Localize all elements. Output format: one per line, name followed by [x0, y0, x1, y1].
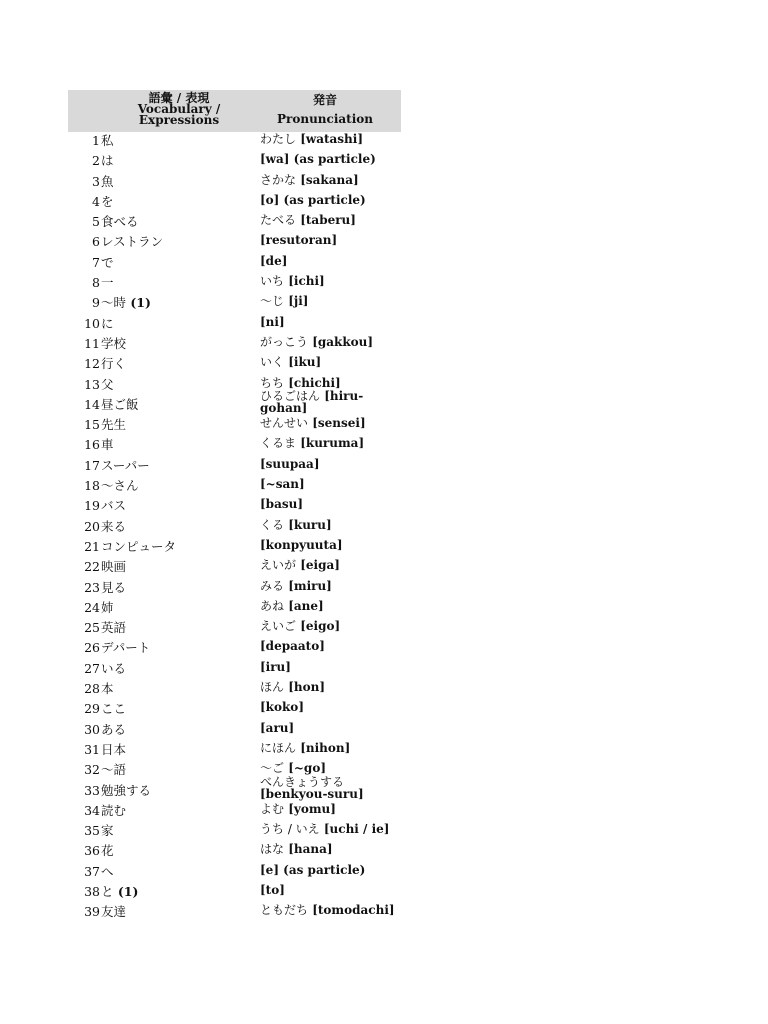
vocabulary-word [101, 133, 114, 149]
vocabulary-word [101, 742, 126, 758]
table-row [68, 388, 401, 416]
vocabulary-word [101, 275, 114, 291]
row-number: 4 [92, 193, 100, 209]
table-row [68, 579, 401, 599]
row-number: 7 [92, 254, 100, 270]
pronunciation [260, 701, 400, 713]
pronunciation [260, 762, 400, 774]
table-row [68, 213, 401, 233]
pronunciation-kana: みる [260, 578, 285, 593]
pronunciation-kana: がっこう [260, 334, 309, 349]
vocabulary-word-text: に [101, 315, 114, 331]
pronunciation-romaji: [hana] [288, 842, 333, 857]
pronunciation-romaji: [eiga] [300, 558, 340, 573]
pronunciation-kana: えいご [260, 619, 297, 634]
pronunciation-romaji: [ji] [288, 294, 309, 309]
vocabulary-word-text: で [101, 254, 114, 270]
vocabulary-word-text: を [101, 193, 114, 209]
pronunciation [260, 437, 400, 449]
table-row [68, 721, 401, 741]
row-number: 1 [92, 133, 100, 148]
vocabulary-word-text: 学校 [101, 335, 127, 351]
row-number: 37 [84, 863, 100, 879]
row-number: 19 [84, 498, 100, 514]
table-row [68, 355, 401, 375]
row-number: 27 [84, 660, 100, 676]
table-row [68, 436, 401, 456]
vocabulary-word [101, 194, 114, 210]
pronunciation-romaji: [miru] [288, 578, 332, 593]
vocabulary-word-text: 友達 [101, 904, 127, 920]
pronunciation [260, 864, 400, 876]
pronunciation-romaji: [e] (as particle) [260, 862, 366, 877]
vocabulary-word-text: ここ [101, 701, 127, 717]
table-row [68, 173, 401, 193]
pronunciation [260, 390, 400, 414]
table-row [68, 518, 401, 538]
pronunciation-romaji: [gakkou] [312, 334, 374, 349]
vocabulary-word [101, 377, 114, 393]
vocabulary-word [101, 255, 114, 271]
row-number: 24 [84, 599, 100, 615]
row-number: 36 [84, 843, 100, 859]
pronunciation-romaji: [o] (as particle) [260, 192, 366, 207]
vocabulary-word-text: 食べる [101, 214, 139, 230]
pronunciation [260, 600, 400, 612]
pronunciation-romaji: [depaato] [260, 639, 325, 654]
row-number: 9 [92, 295, 100, 311]
row-number: 6 [92, 234, 100, 250]
header-pronunciation-en: Pronunciation [277, 112, 373, 126]
header-vocabulary-jp: 語彙 / 表現 [148, 91, 210, 105]
vocabulary-word [101, 295, 151, 311]
header-pronunciation [264, 93, 386, 126]
pronunciation-romaji: [~go] [288, 761, 327, 776]
vocabulary-word-text: 先生 [101, 417, 127, 433]
vocabulary-word [101, 478, 139, 494]
row-number: 23 [84, 579, 100, 595]
row-number: 31 [84, 741, 100, 757]
vocabulary-word [101, 681, 114, 697]
table-row [68, 254, 401, 274]
pronunciation-romaji: [konpyuuta] [260, 537, 343, 552]
pronunciation [260, 742, 400, 754]
row-number: 35 [84, 823, 100, 839]
vocabulary-word-text: 読む [101, 802, 127, 818]
table-row [68, 863, 401, 883]
pronunciation [260, 620, 400, 632]
pronunciation-romaji: [taberu] [300, 213, 356, 228]
pronunciation [260, 884, 400, 896]
table-row [68, 457, 401, 477]
pronunciation-kana: はな [260, 842, 285, 857]
vocabulary-word-text: 見る [101, 579, 127, 595]
pronunciation [260, 776, 400, 800]
pronunciation-kana: ～じ [260, 294, 285, 309]
row-number: 22 [84, 559, 100, 575]
vocabulary-word-text: ～さん [101, 478, 139, 494]
table-row [68, 639, 401, 659]
vocabulary-word-text: レストラン [101, 234, 164, 250]
pronunciation-kana: べんきょうする [260, 774, 345, 789]
pronunciation-romaji: [chichi] [288, 375, 341, 390]
vocabulary-word [101, 783, 151, 799]
table-header [68, 90, 401, 132]
pronunciation-kana: わたし [260, 132, 297, 146]
table-row [68, 558, 401, 578]
vocabulary-word [101, 701, 126, 717]
pronunciation [260, 417, 400, 429]
vocabulary-table [68, 90, 401, 924]
vocabulary-word [101, 640, 150, 656]
vocabulary-word [101, 803, 126, 819]
table-row [68, 132, 401, 152]
row-number: 8 [92, 275, 100, 291]
vocabulary-word [101, 417, 126, 433]
vocabulary-word [101, 397, 139, 413]
pronunciation [260, 661, 400, 673]
pronunciation [260, 316, 400, 328]
pronunciation-romaji: [kuru] [288, 517, 332, 532]
table-row [68, 538, 401, 558]
vocabulary-word-suffix: (1) [113, 883, 139, 899]
pronunciation-kana: ほん [260, 680, 285, 695]
vocabulary-word-text: 一 [101, 275, 114, 291]
table-row [68, 152, 401, 172]
row-number: 10 [84, 315, 100, 331]
vocabulary-word [101, 356, 126, 372]
pronunciation [260, 356, 400, 368]
vocabulary-word-text: は [101, 153, 114, 169]
pronunciation [260, 843, 400, 855]
pronunciation-romaji: [basu] [260, 497, 304, 512]
pronunciation-romaji: [koko] [260, 700, 304, 715]
header-vocabulary-en: Vocabulary / Expressions [137, 102, 221, 127]
pronunciation-romaji: [to] [260, 882, 285, 897]
row-number: 14 [84, 396, 100, 412]
pronunciation-romaji: [benkyou-suru] [260, 786, 364, 801]
pronunciation-kana: さかな [260, 172, 297, 187]
pronunciation-romaji: [hon] [288, 680, 326, 695]
pronunciation [260, 275, 400, 287]
pronunciation [260, 640, 400, 652]
table-row [68, 335, 401, 355]
row-number: 25 [84, 620, 100, 636]
vocabulary-word-text: 勉強する [101, 782, 152, 798]
vocabulary-word-text: ～時 [101, 295, 127, 311]
row-number: 21 [84, 538, 100, 554]
vocabulary-word-text: と [101, 883, 114, 899]
pronunciation [260, 580, 400, 592]
vocabulary-word [101, 661, 126, 677]
vocabulary-word-text: 本 [101, 681, 114, 697]
table-row [68, 903, 401, 923]
pronunciation [260, 255, 400, 267]
vocabulary-word-text: 日本 [101, 741, 127, 757]
row-number: 28 [84, 681, 100, 697]
pronunciation [260, 377, 400, 389]
pronunciation-romaji: [ni] [260, 314, 285, 329]
pronunciation [260, 539, 400, 551]
row-number: 5 [92, 214, 100, 230]
table-row [68, 700, 401, 720]
vocabulary-word-text: 英語 [101, 620, 127, 636]
pronunciation-kana: せんせい [260, 416, 309, 431]
pronunciation-romaji: [nihon] [300, 740, 351, 755]
vocabulary-word [101, 904, 126, 920]
pronunciation-romaji: [sakana] [300, 172, 359, 187]
vocabulary-word-text: へ [101, 863, 114, 879]
pronunciation-kana: くるま [260, 436, 297, 451]
vocabulary-word [101, 762, 126, 778]
pronunciation [260, 519, 400, 531]
pronunciation-romaji: [sensei] [312, 416, 366, 431]
vocabulary-word-text: ある [101, 721, 127, 737]
vocabulary-word-text: バス [101, 498, 127, 514]
table-row [68, 680, 401, 700]
pronunciation-kana: たべる [260, 213, 297, 228]
row-number: 12 [84, 356, 100, 372]
row-number: 11 [84, 335, 100, 351]
vocabulary-word-text: いる [101, 660, 127, 676]
vocabulary-word [101, 884, 138, 900]
vocabulary-word [101, 498, 126, 514]
vocabulary-word [101, 336, 126, 352]
row-number: 16 [84, 437, 100, 453]
row-number: 20 [84, 518, 100, 534]
pronunciation-romaji: [aru] [260, 720, 295, 735]
pronunciation-romaji: [yomu] [288, 801, 336, 816]
row-number: 17 [84, 457, 100, 473]
vocabulary-word [101, 843, 114, 859]
pronunciation-kana: いち [260, 274, 285, 289]
vocabulary-word [101, 458, 150, 474]
table-row [68, 497, 401, 517]
table-row [68, 599, 401, 619]
vocabulary-word [101, 722, 126, 738]
pronunciation-romaji: [hiru-gohan] [260, 388, 364, 415]
row-number: 30 [84, 721, 100, 737]
vocabulary-word-suffix: (1) [126, 295, 151, 311]
pronunciation [260, 295, 400, 307]
vocabulary-word-text: スーパー [101, 457, 150, 473]
pronunciation-kana: うち / いえ [260, 822, 320, 837]
table-row [68, 660, 401, 680]
vocabulary-word [101, 600, 114, 616]
row-number: 29 [84, 701, 100, 717]
table-row [68, 802, 401, 822]
vocabulary-word-text: コンピュータ [101, 538, 177, 554]
pronunciation [260, 234, 400, 246]
pronunciation-romaji: [suupaa] [260, 456, 320, 471]
table-row [68, 741, 401, 761]
vocabulary-word-text: 家 [101, 823, 114, 839]
table-row [68, 774, 401, 802]
table-row [68, 294, 401, 314]
pronunciation [260, 214, 400, 226]
vocabulary-word [101, 620, 126, 636]
row-number: 34 [84, 802, 100, 818]
pronunciation-romaji: [uchi / ie] [323, 822, 390, 837]
row-number: 2 [92, 153, 100, 169]
pronunciation-romaji: [kuruma] [300, 436, 365, 451]
row-number: 32 [84, 762, 100, 778]
row-number: 18 [84, 478, 100, 494]
table-body [68, 132, 401, 924]
row-number: 13 [84, 376, 100, 392]
pronunciation [260, 174, 400, 186]
pronunciation-kana: いく [260, 355, 285, 370]
table-row [68, 822, 401, 842]
pronunciation-kana: えいが [260, 558, 297, 573]
pronunciation-romaji: [watashi] [300, 132, 364, 146]
pronunciation-romaji: [eigo] [300, 619, 341, 634]
vocabulary-word [101, 316, 114, 332]
vocabulary-word [101, 214, 139, 230]
vocabulary-word [101, 519, 126, 535]
pronunciation [260, 823, 400, 835]
row-number: 38 [84, 883, 100, 899]
pronunciation-romaji: [resutoran] [260, 233, 338, 248]
pronunciation [260, 904, 400, 916]
pronunciation [260, 133, 400, 145]
pronunciation [260, 681, 400, 693]
table-row [68, 883, 401, 903]
vocabulary-word-text: 父 [101, 376, 114, 392]
vocabulary-word-text: デパート [101, 640, 151, 656]
pronunciation [260, 458, 400, 470]
pronunciation-romaji: [ichi] [288, 274, 325, 289]
pronunciation-romaji: [~san] [260, 477, 305, 492]
vocabulary-word-text: 花 [101, 843, 114, 859]
row-number: 3 [92, 173, 100, 189]
pronunciation-romaji: [ane] [288, 598, 324, 613]
vocabulary-word-text: 行く [101, 356, 127, 372]
pronunciation-romaji: [de] [260, 253, 288, 268]
pronunciation-kana: くる [260, 517, 285, 532]
vocabulary-word [101, 539, 176, 555]
pronunciation [260, 803, 400, 815]
pronunciation-kana: あね [260, 598, 285, 613]
pronunciation-kana: ひるごはん [260, 388, 321, 403]
pronunciation-romaji: [wa] (as particle) [260, 152, 376, 167]
pronunciation-kana: ともだち [260, 903, 309, 918]
vocabulary-word [101, 174, 114, 190]
vocabulary-word [101, 823, 114, 839]
table-row [68, 233, 401, 253]
pronunciation-kana: にほん [260, 740, 297, 755]
pronunciation-romaji: [iku] [288, 355, 322, 370]
vocabulary-word [101, 153, 114, 169]
pronunciation-kana: ～ご [260, 761, 285, 776]
vocabulary-word-text: 来る [101, 518, 127, 534]
table-row [68, 619, 401, 639]
pronunciation-romaji: [tomodachi] [312, 903, 395, 918]
vocabulary-word-text: 車 [101, 437, 114, 453]
pronunciation [260, 559, 400, 571]
vocabulary-word [101, 580, 126, 596]
pronunciation [260, 194, 400, 206]
table-row [68, 193, 401, 213]
vocabulary-word [101, 437, 114, 453]
row-number: 26 [84, 640, 100, 656]
pronunciation-kana: ちち [260, 375, 285, 390]
vocabulary-word [101, 559, 126, 575]
pronunciation [260, 153, 400, 165]
table-row [68, 842, 401, 862]
vocabulary-word [101, 234, 163, 250]
vocabulary-word [101, 864, 114, 880]
vocabulary-word-text: 姉 [101, 599, 114, 615]
pronunciation [260, 478, 400, 490]
vocabulary-word-text: 私 [101, 133, 114, 148]
vocabulary-word-text: ～語 [101, 762, 127, 778]
vocabulary-word-text: 昼ご飯 [101, 396, 139, 412]
table-row [68, 416, 401, 436]
vocabulary-word-text: 映画 [101, 559, 127, 575]
header-vocabulary [118, 93, 240, 126]
pronunciation [260, 722, 400, 734]
table-row [68, 274, 401, 294]
row-number: 39 [84, 904, 100, 920]
pronunciation [260, 336, 400, 348]
table-row [68, 315, 401, 335]
vocabulary-word-text: 魚 [101, 173, 114, 189]
row-number: 15 [84, 417, 100, 433]
pronunciation-romaji: [iru] [260, 659, 291, 674]
pronunciation-kana: よむ [260, 801, 285, 816]
row-number: 33 [84, 782, 100, 798]
header-pronunciation-jp: 発音 [312, 93, 337, 107]
pronunciation [260, 498, 400, 510]
table-row [68, 477, 401, 497]
